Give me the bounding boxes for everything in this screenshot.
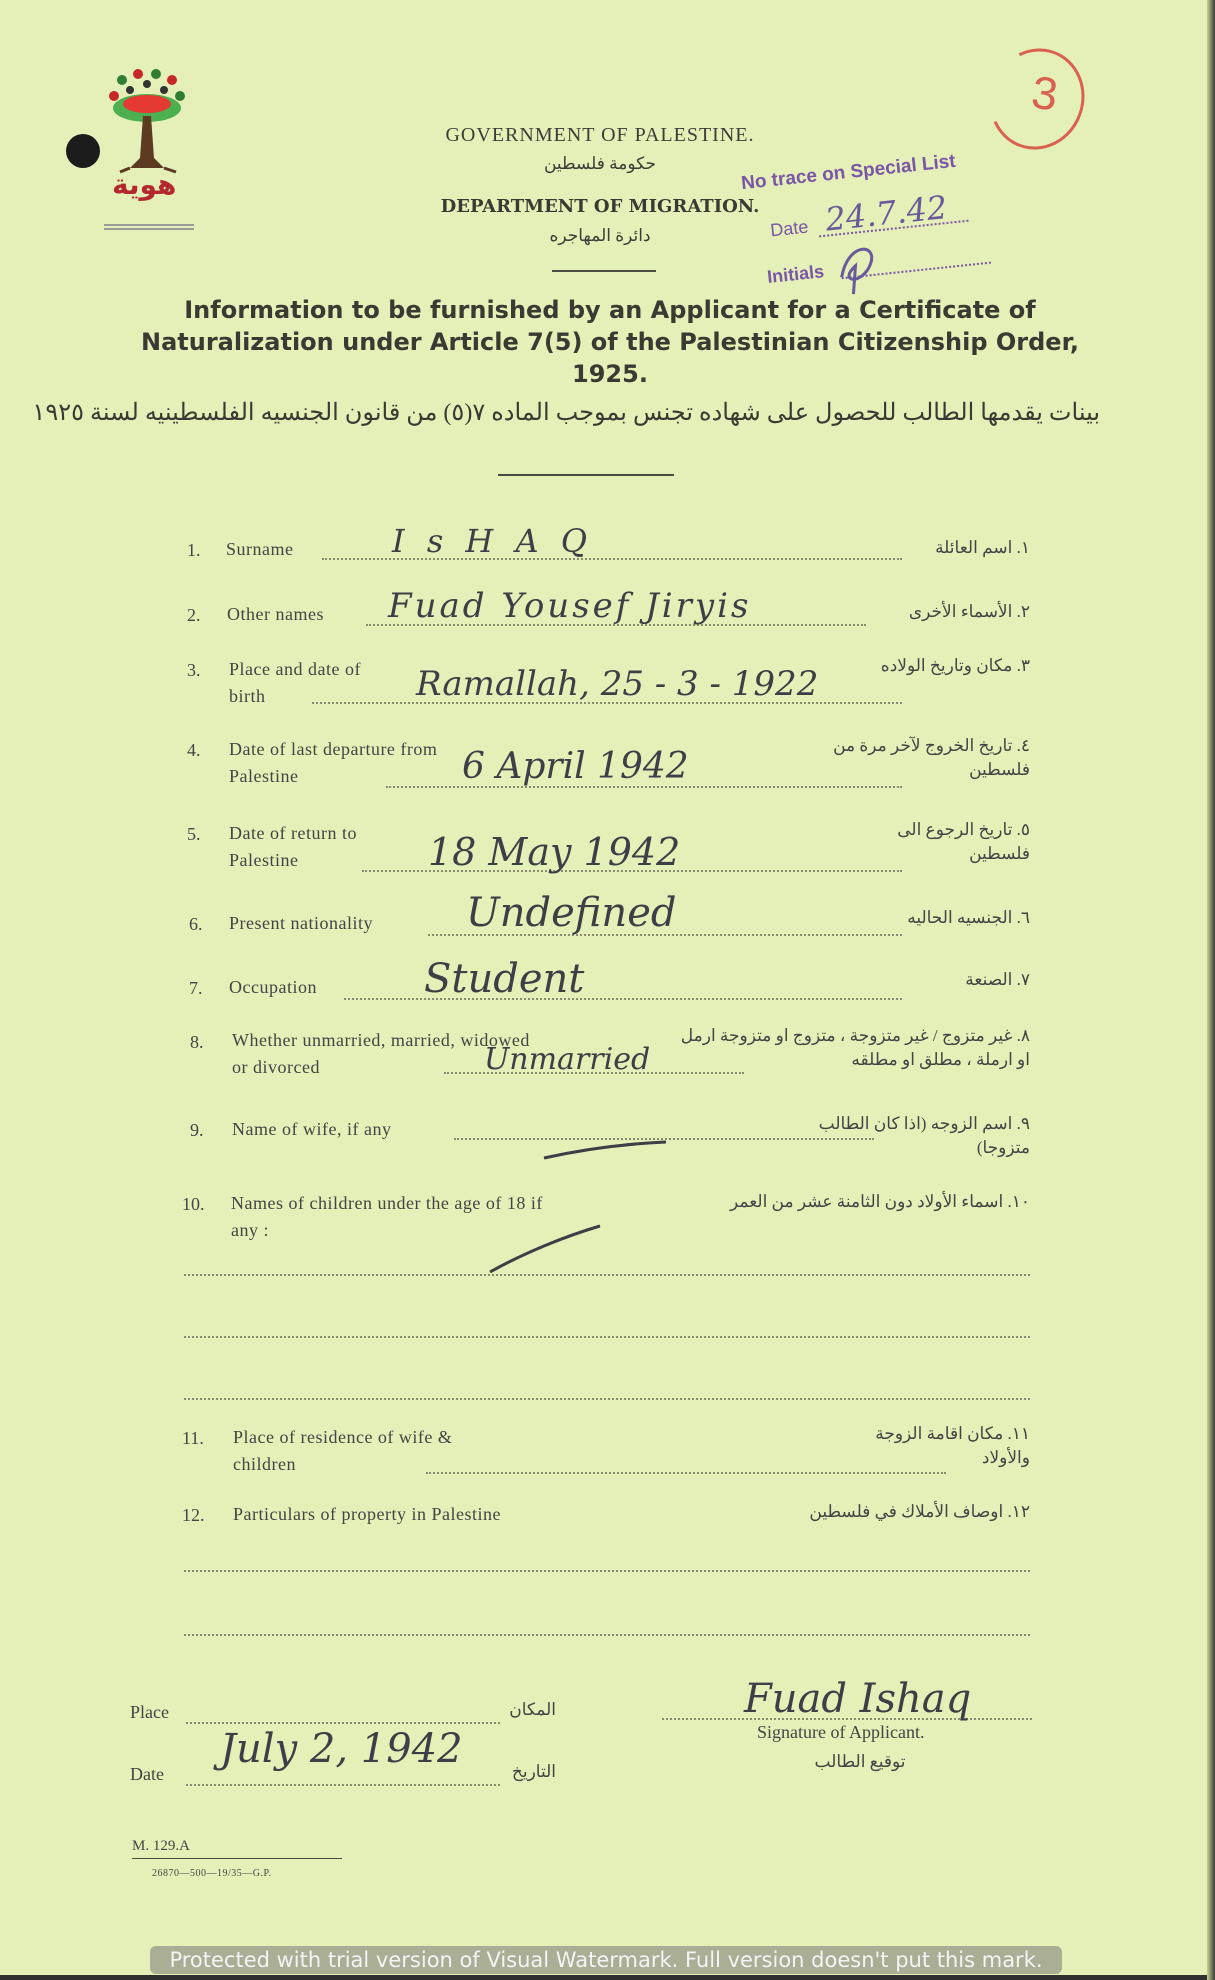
field-3-value: Ramallah, 25 - 3 - 1922: [416, 664, 819, 704]
field-9-dash-stroke: [540, 1134, 670, 1164]
footer-rule: [132, 1858, 342, 1859]
government-heading: GOVERNMENT OF PALESTINE.: [445, 124, 755, 146]
initials-scribble: [827, 232, 893, 298]
header-divider: [552, 270, 656, 272]
field-5-label-ar: ٥. تاريخ الرجوع الى فلسطين: [897, 820, 1030, 863]
punch-hole: [66, 134, 100, 168]
stamp-text: No trace on Special List: [740, 150, 957, 195]
field-3-label: Place and date of birth: [229, 659, 361, 706]
field-3-number: 3.: [187, 660, 201, 680]
place-label-ar: المكان: [509, 1700, 556, 1719]
field-10-label: Names of children under the age of 18 if any :: [231, 1193, 543, 1240]
field-4-label-ar: ٤. تاريخ الخروج لآخر مرة من فلسطين: [833, 736, 1030, 779]
field-7-value: Student: [424, 956, 585, 1002]
field-1-number: 1.: [187, 540, 201, 560]
date-value: July 2, 1942: [220, 1726, 463, 1772]
field-1-value: I s H A Q: [392, 522, 593, 560]
field-9-label: Name of wife, if any: [232, 1119, 392, 1139]
stamp-date-value: 24.7.42: [823, 187, 949, 239]
field-12-line-1: [184, 1570, 1030, 1572]
field-5-number: 5.: [187, 824, 201, 844]
field-12-number: 12.: [182, 1505, 205, 1525]
migration-stamp: [733, 139, 1006, 305]
signature-label: Signature of Applicant.: [757, 1722, 925, 1742]
field-7-label: Occupation: [229, 977, 317, 997]
field-11-label: Place of residence of wife & children: [233, 1427, 453, 1474]
stamp-date-label: Date: [769, 216, 810, 241]
field-4-number: 4.: [187, 740, 201, 760]
field-4-label: Date of last departure from Palestine: [229, 739, 438, 786]
stamp-initials-label: Initials: [766, 261, 825, 287]
form-code: M. 129.A: [132, 1838, 190, 1854]
field-7-label-ar: ٧. الصنعة: [965, 970, 1030, 989]
field-8-number: 8.: [190, 1032, 204, 1052]
field-11-line: [426, 1472, 946, 1474]
field-1-label: Surname: [226, 539, 294, 559]
field-1-label-ar: ١. اسم العائلة: [935, 538, 1030, 557]
field-12-label: Particulars of property in Palestine: [233, 1504, 501, 1524]
field-10-dash-stroke: [486, 1222, 606, 1292]
field-5-value: 18 May 1942: [428, 830, 681, 874]
field-8-value: Unmarried: [484, 1042, 651, 1077]
field-4-value: 6 April 1942: [462, 746, 689, 787]
field-2-value: Fuad Yousef Jiryis: [388, 586, 752, 626]
field-8-label: Whether unmarried, married, widowed or divorced: [232, 1030, 530, 1077]
field-2-label-ar: ٢. الأسماء الأخرى: [908, 602, 1030, 621]
page-edge-shadow: [1207, 0, 1215, 1980]
date-line: [186, 1784, 500, 1786]
field-6-value: Undefined: [466, 890, 677, 936]
field-11-number: 11.: [182, 1428, 204, 1448]
department-heading: DEPARTMENT OF MIGRATION.: [440, 196, 760, 217]
field-8-label-ar: ٨. غير متزوج / غير متزوجة ، متزوج او متزوجة ارمل او ارملة ، مطلق او مطلقه: [680, 1026, 1030, 1069]
field-12-line-2: [184, 1634, 1030, 1636]
field-12-label-ar: ١٢. اوصاف الأملاك في فلسطين: [809, 1502, 1030, 1521]
field-11-label-ar: ١١. مكان اقامة الزوجة والأولاد: [875, 1424, 1030, 1467]
date-label: Date: [130, 1764, 164, 1784]
field-6-number: 6.: [189, 914, 203, 934]
logo-subtext: [104, 222, 194, 232]
logo-wordmark: هوية: [112, 168, 177, 201]
field-7-number: 7.: [189, 978, 203, 998]
watermark-banner: Protected with trial version of Visual Watermark. Full version doesn't put this mark.: [150, 1946, 1062, 1974]
signature-label-ar: توقيع الطالب: [814, 1752, 906, 1771]
field-6-label-ar: ٦. الجنسيه الحاليه: [907, 908, 1030, 927]
print-code: 26870—500—19/35—G.P.: [152, 1868, 272, 1879]
place-line: [186, 1722, 500, 1724]
form-title-ar: بينات يقدمها الطالب للحصول على شهاده تجنس بموجب الماده ٧(٥) من قانون الجنسيه الفلسطينيه لسنة ١٩٢٥: [32, 400, 1100, 426]
field-10-line-1: [184, 1274, 1030, 1276]
field-10-line-3: [184, 1398, 1030, 1400]
tree-logo-icon: [100, 68, 194, 240]
field-9-number: 9.: [190, 1120, 204, 1140]
field-10-line-2: [184, 1336, 1030, 1338]
field-2-number: 2.: [187, 605, 201, 625]
field-3-label-ar: ٣. مكان وتاريخ الولاده: [880, 656, 1030, 675]
field-10-number: 10.: [182, 1194, 205, 1214]
signature-value: Fuad Ishaq: [744, 1676, 972, 1722]
date-label-ar: التاريخ: [511, 1762, 556, 1781]
field-10-label-ar: ١٠. اسماء الأولاد دون الثامنة عشر من العمر: [729, 1192, 1030, 1211]
field-2-label: Other names: [227, 604, 324, 624]
page-number: 3: [1028, 65, 1062, 121]
government-heading-ar: حكومة فلسطين: [543, 154, 657, 173]
department-heading-ar: دائرة المهاجره: [549, 226, 651, 245]
place-label: Place: [130, 1702, 169, 1722]
form-title: Information to be furnished by an Applicant for a Certificate of Naturalization under Article 7(5) of the Palestinian Citizenship Order, 1925.: [140, 296, 1079, 388]
field-9-value: [520, 1120, 522, 1122]
field-9-label-ar: ٩. اسم الزوجه (اذا كان الطالب متزوجا): [818, 1114, 1030, 1157]
title-divider: [498, 474, 674, 476]
field-6-label: Present nationality: [229, 913, 373, 933]
field-5-label: Date of return to Palestine: [229, 823, 357, 870]
